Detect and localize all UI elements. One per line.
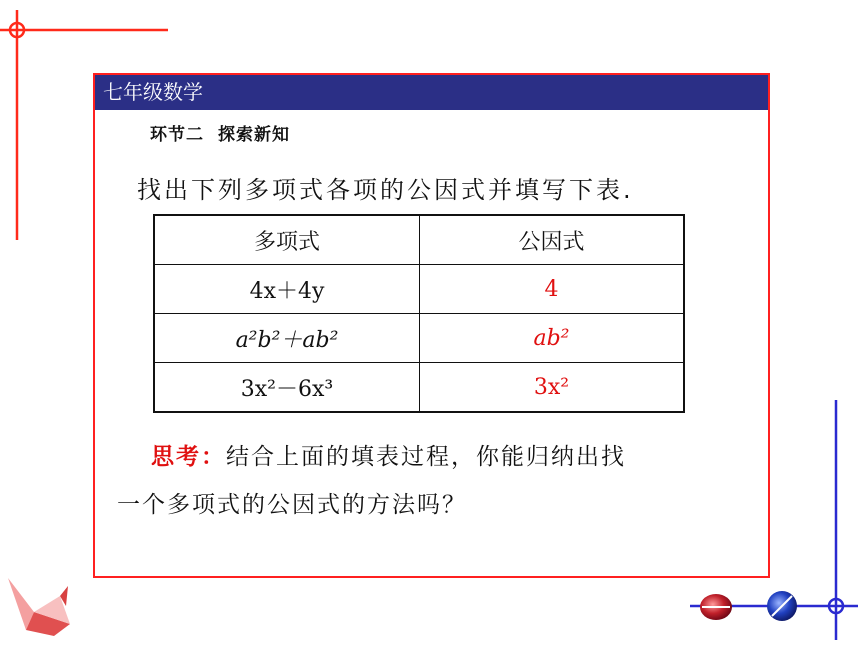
section-heading [150,120,290,145]
table-header-row [154,215,684,265]
polynomial-cell: a²b²＋ab² [154,314,420,363]
polynomial-cell: 3x²－6x³ [154,363,420,413]
column-header-polynomial: 多项式 [154,215,420,265]
table-row [154,363,684,413]
think-line-2: 一个多项式的公因式的方法吗？ [117,492,467,518]
think-question [117,433,737,529]
red-sphere-decoration [698,592,734,622]
table-row [154,265,684,314]
slide-panel [93,73,770,578]
course-title: 七年级数学 [103,80,203,104]
instruction-text: 找出下列多项式各项的公因式并填写下表. [137,176,634,204]
table-row [154,314,684,363]
common-factor-cell: ab² [420,314,685,363]
common-factor-cell: 4 [420,265,685,314]
paper-crane-icon [4,572,76,642]
common-factor-cell: 3x² [420,363,685,413]
section-part-title: 探索新知 [218,125,290,145]
think-text-1: 结合上面的填表过程，你能归纳出找 [226,444,626,470]
section-part-label: 环节二 [150,125,204,145]
think-label: 思考： [151,444,226,470]
polynomial-table [153,214,685,413]
column-header-common-factor: 公因式 [420,215,685,265]
think-line-1 [117,433,737,481]
panel-header [95,75,768,110]
polynomial-cell: 4x＋4y [154,265,420,314]
blue-sphere-decoration [764,588,800,624]
